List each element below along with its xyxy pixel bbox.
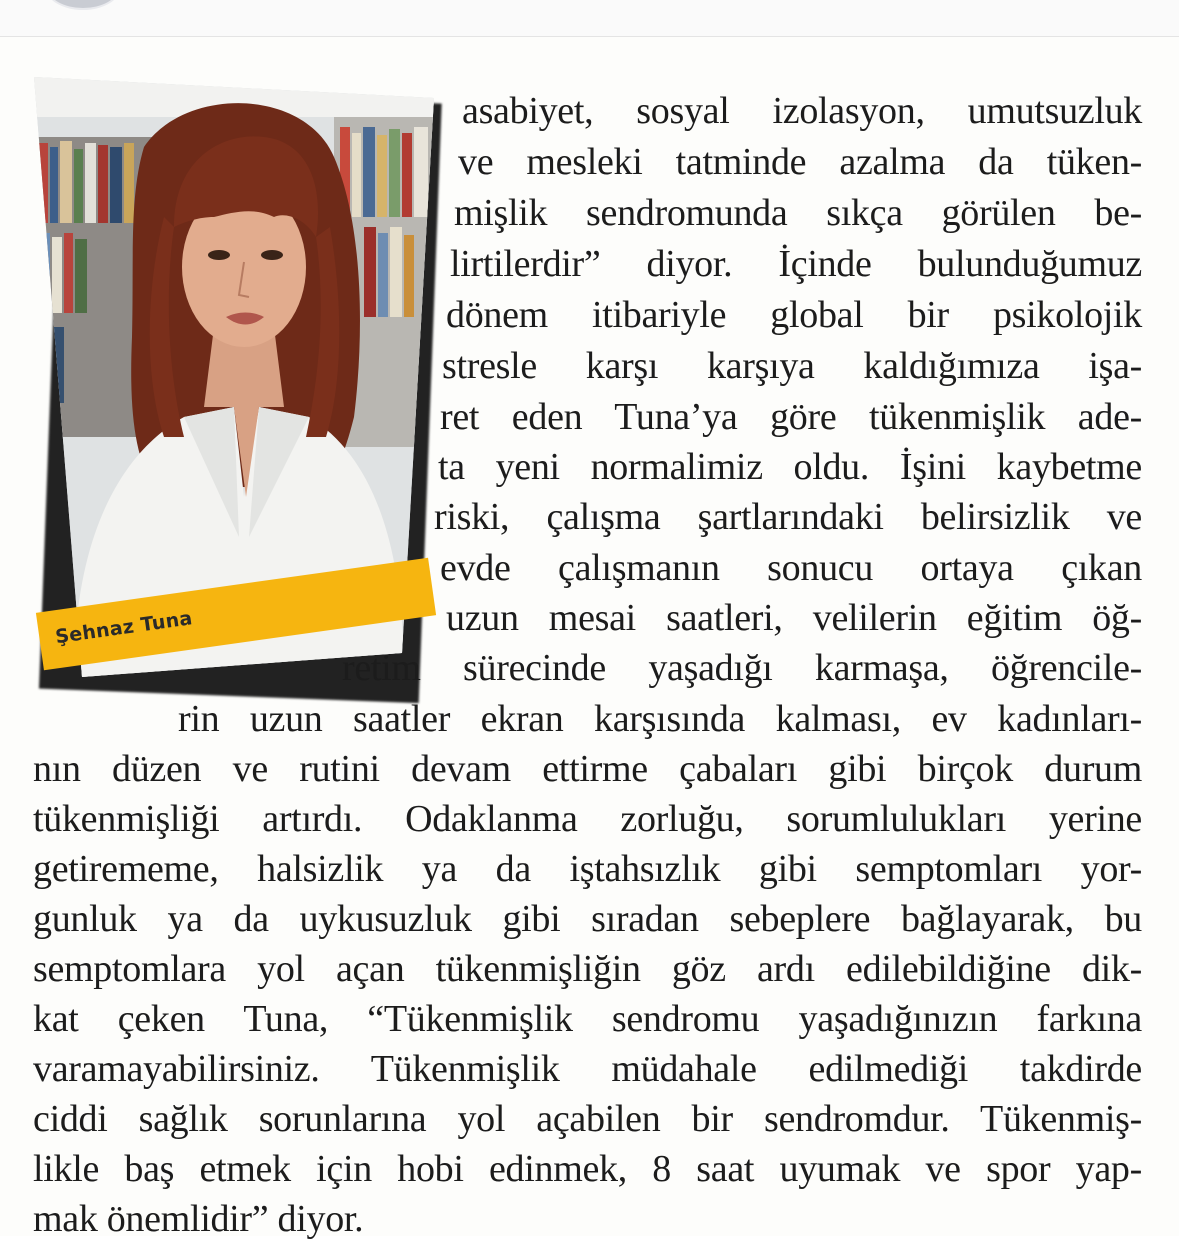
article-line: getirememe, halsizlik ya da iştahsızlık gibi semptomları yor-: [33, 848, 1142, 890]
article-line: evde çalışmanın sonucu ortaya çıkan: [440, 547, 1142, 589]
article-line: dönem itibariyle global bir psikolojik: [446, 294, 1142, 336]
article-line: ve mesleki tatminde azalma da tüken-: [458, 141, 1142, 183]
newspaper-clipping: [0, 37, 1179, 1240]
article-line: gunluk ya da uykusuzluk gibi sıradan sebeplere bağlayarak, bu: [33, 898, 1142, 940]
article-line: mişlik sendromunda sıkça görülen be-: [454, 192, 1142, 234]
article-line: rin uzun saatler ekran karşısında kalması, ev kadınları-: [178, 698, 1142, 740]
avatar[interactable]: [46, 0, 120, 10]
article-line: tükenmişliği artırdı. Odaklanma zorluğu, sorumlulukları yerine: [33, 798, 1142, 840]
article-line: lirtilerdir” diyor. İçinde bulunduğumuz: [450, 243, 1142, 285]
article-line: ta yeni normalimiz oldu. İşini kaybetme: [438, 446, 1142, 488]
article-line: retim sürecinde yaşadığı karmaşa, öğrencile-: [342, 647, 1142, 689]
article-line: kat çeken Tuna, “Tükenmişlik sendromu yaşadığınızın farkına: [33, 998, 1142, 1040]
article-line: stresle karşı karşıya kaldığımıza işa-: [442, 345, 1142, 387]
article-line: ciddi sağlık sorunlarına yol açabilen bir sendromdur. Tükenmiş-: [33, 1098, 1142, 1140]
article-line: ret eden Tuna’ya göre tükenmişlik ade-: [440, 396, 1142, 438]
article-line: likle baş etmek için hobi edinmek, 8 saat uyumak ve spor yap-: [33, 1148, 1142, 1190]
article-line: uzun mesai saatleri, velilerin eğitim öğ-: [446, 597, 1142, 639]
name-caption: Şehnaz Tuna: [53, 607, 194, 649]
article-line: asabiyet, sosyal izolasyon, umutsuzluk: [462, 90, 1142, 132]
article-line: nın düzen ve rutini devam ettirme çabaları gibi birçok durum: [33, 748, 1142, 790]
top-bar: [0, 0, 1179, 37]
article-line: mak önemlidir” diyor.: [33, 1198, 364, 1240]
article-line: riski, çalışma şartlarındaki belirsizlik ve: [434, 496, 1142, 538]
article-line: semptomlara yol açan tükenmişliğin göz ardı edilebildiğine dik-: [33, 948, 1142, 990]
article-line: varamayabilirsiniz. Tükenmişlik müdahale edilmediği takdirde: [33, 1048, 1142, 1090]
